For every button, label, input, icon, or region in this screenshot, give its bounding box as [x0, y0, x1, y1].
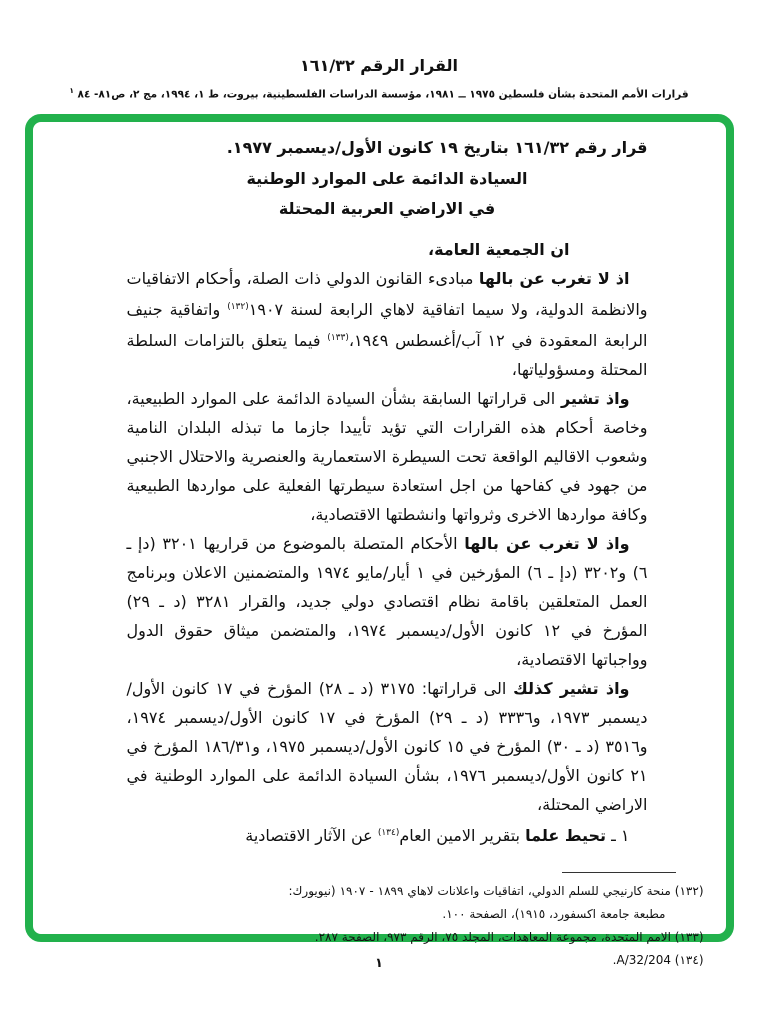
footnote-item — [289, 926, 704, 949]
body-paragraph: واذ لا تغرب عن بالها الأحكام المتصلة بالموضوع من قراريها ٣٢٠١ (دإ ـ ٦) و٣٢٠٢ (دإ ـ ٦) المؤرخين في ١ أيار/مايو ١٩٧٤ والمتضمنين الاعلان وبرنامج العمل المتعلقين باقامة نظام اقتصادي دولي جديد، والقرار ٣٢٨١ (د ـ ٢٩) المؤرخ في ١٢ كانون الأول/ديسمبر ١٩٧٤، والمتضمن ميثاق حقوق الدول وواجباتها الاقتصادية، — [126, 533, 648, 669]
footnote-item — [289, 880, 704, 926]
numbered-clause: ١ ـ تحيط علما بتقرير الامين العام$^{(١٣٤)}$ عن الآثار الاقتصادية — [245, 825, 630, 845]
resolution-body — [127, 264, 648, 850]
footnote-reference-marker: (١٣٤) — [377, 827, 400, 838]
document-frame — [25, 114, 734, 967]
header-source-text: قرارات الأمم المتحدة بشأن فلسطين ١٩٧٥ ــ ١٩٨١، مؤسسة الدراسات الفلسطينية، بيروت، ط ١، ١٩٩٤، مج ٢، ص٨١- ٨٤ — [77, 88, 689, 101]
footnote-marker: (١٣٢) — [670, 883, 704, 898]
footnote-reference-marker: (١٣٣) — [327, 332, 349, 343]
footnote-reference-marker: (١٣٢) — [227, 301, 249, 312]
footnote-marker: (١٣٤) — [670, 952, 704, 967]
resolution-subject-line-2: في الاراضي العربية المحتلة — [278, 198, 496, 218]
footnote-text: منحة كارنيجي للسلم الدولي، اتفاقيات واعلانات لاهاي ١٨٩٩ - ١٩٠٧ (نيويورك: مطبعة جامعة اكسفورد، ١٩١٥)، الصفحة ١٠٠. — [288, 883, 671, 921]
footnote-marker: (١٣٣) — [670, 929, 704, 944]
body-paragraph: اذ لا تغرب عن بالها مبادىء القانون الدولي ذات الصلة، وأحكام الاتفاقيات والانظمة الدولية، ولا سيما اتفاقية لاهاي الرابعة لسنة ١٩٠٧$^{(١٣٢)}$ واتفاقية جنيف الرابعة المعقودة في ١٢ آب/أغسطس ١٩٤٩،$^{(١٣٣)}$ فيما يتعلق بالتزامات السلطة المحتلة ومسؤولياتها، — [126, 268, 648, 379]
header-source-line — [0, 86, 758, 101]
resolution-title-line: قرار رقم ١٦١/٣٢ بتاريخ ١٩ كانون الأول/ديسمبر ١٩٧٧. — [226, 137, 648, 157]
footnote-text: الامم المتحدة، مجموعة المعاهدات، المجلد ٧٥، الرقم ٩٧٣، الصفحة ٢٨٧. — [314, 929, 671, 944]
footnote-separator-rule — [562, 872, 676, 873]
body-paragraph: واذ تشير الى قراراتها السابقة بشأن السيادة الدائمة على الموارد الطبيعية، وخاصة أحكام هذه القرارات التي تؤيد تأييدا جازما ما تبذله البلدان النامية وشعوب الاقاليم الواقعة تحت السيطرة الاستعمارية والعنصرية والاحتلال الاجنبي من جهود في كفاحها من اجل استعادة سيطرتها الفعلية على مواردها الطبيعية وكافة مواردها الاخرى وثرواتها وانشطتها الاقتصادية، — [126, 388, 648, 524]
header-resolution-title: القرار الرقم ١٦١/٣٢ — [300, 56, 458, 75]
header-source-footnote-marker: ١ — [69, 86, 74, 95]
resolution-subject-line-1: السيادة الدائمة على الموارد الوطنية — [246, 168, 528, 188]
page-header — [0, 0, 758, 101]
assembly-opening-line: ان الجمعية العامة، — [427, 239, 570, 259]
body-paragraph: واذ تشير كذلك الى قراراتها: ٣١٧٥ (د ـ ٢٨) المؤرخ في ١٧ كانون الأول/ديسمبر ١٩٧٣، و٣٣٣٦ (د ـ ٢٩) المؤرخ في ١٧ كانون الأول/ديسمبر ١٩٧٤، و٣٥١٦ (د ـ ٣٠) المؤرخ في ١٥ كانون الأول/ديسمبر ١٩٧٥، و١٨٦/٣١ المؤرخ في ٢١ كانون الأول/ديسمبر ١٩٧٦، بشأن السيادة الدائمة على الموارد الوطنية في الاراضي المحتلة، — [126, 678, 648, 814]
footnote-text: A/32/204. — [612, 952, 671, 967]
page-number: ١ — [375, 955, 383, 971]
